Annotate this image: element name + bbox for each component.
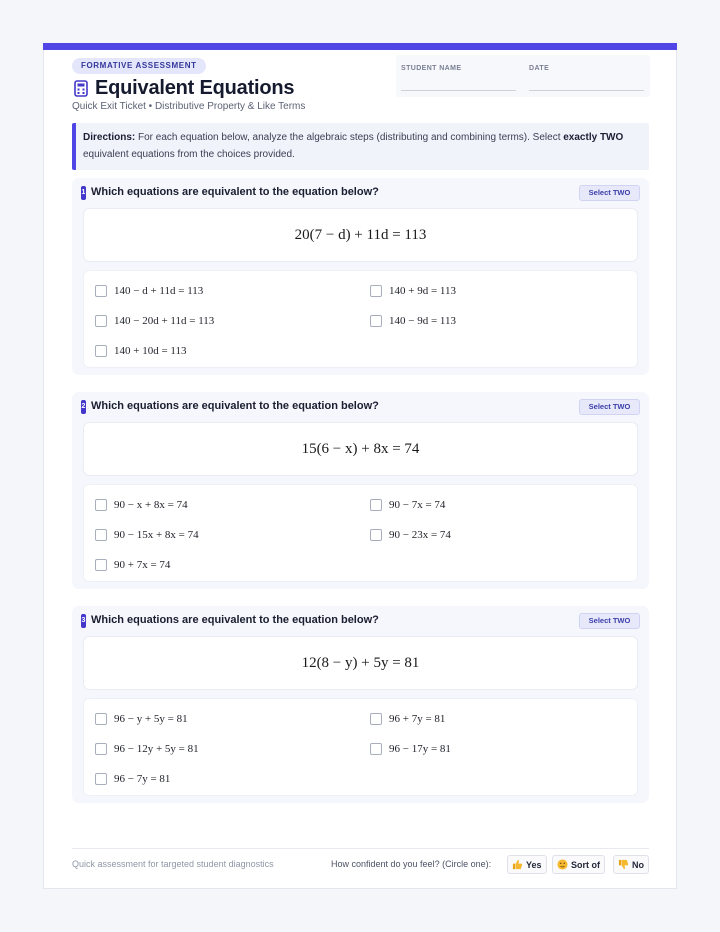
- directions-text: For each equation below, analyze the algebraic steps (distributing and combining terms). Select: [135, 132, 564, 143]
- question-number: 1: [81, 186, 86, 200]
- checkbox[interactable]: [95, 773, 107, 785]
- checkbox[interactable]: [95, 315, 107, 327]
- choices-list: [83, 270, 638, 368]
- checkbox[interactable]: [370, 713, 382, 725]
- calculator-icon: [74, 80, 88, 97]
- thumbs-up-icon: [512, 859, 523, 870]
- question-card-3: [72, 606, 649, 803]
- choice-option[interactable]: 140 + 10d = 113: [95, 341, 187, 361]
- checkbox[interactable]: [95, 559, 107, 571]
- student-info-box: [396, 55, 650, 97]
- checkbox[interactable]: [95, 345, 107, 357]
- confidence-sort-of-button[interactable]: [552, 855, 605, 874]
- thumbs-down-icon: [618, 859, 629, 870]
- checkbox[interactable]: [95, 499, 107, 511]
- directions-box: [72, 123, 649, 170]
- confidence-sort-of-label: Sort of: [571, 859, 600, 870]
- target-equation: 12(8 − y) + 5y = 81: [83, 636, 638, 690]
- worksheet: [43, 43, 677, 889]
- select-two-badge: Select TWO: [579, 399, 640, 415]
- choice-option[interactable]: 140 − d + 11d = 113: [95, 281, 203, 301]
- checkbox[interactable]: [95, 529, 107, 541]
- target-equation: 20(7 − d) + 11d = 113: [83, 208, 638, 262]
- choices-list: [83, 698, 638, 796]
- question-number: 3: [81, 614, 86, 628]
- page-title: Equivalent Equations: [95, 76, 295, 99]
- directions-lead: Directions:: [83, 132, 136, 143]
- directions-emphasis: exactly TWO: [563, 132, 624, 143]
- choice-option[interactable]: 140 − 9d = 113: [370, 311, 456, 331]
- checkbox[interactable]: [95, 743, 107, 755]
- choice-option[interactable]: 90 − 7x = 74: [370, 495, 445, 515]
- checkbox[interactable]: [370, 285, 382, 297]
- title-row: [74, 76, 294, 100]
- target-equation: 15(6 − x) + 8x = 74: [83, 422, 638, 476]
- choices-list: [83, 484, 638, 582]
- checkbox[interactable]: [95, 713, 107, 725]
- footer-note: Quick assessment for targeted student diagnostics: [72, 859, 274, 869]
- question-number: 2: [81, 400, 86, 414]
- checkbox[interactable]: [370, 529, 382, 541]
- confidence-prompt: How confident do you feel? (Circle one):: [331, 859, 492, 869]
- date-label: DATE: [529, 65, 550, 72]
- confidence-yes-label: Yes: [526, 859, 542, 870]
- student-name-label: STUDENT NAME: [401, 65, 462, 72]
- date-line: [529, 90, 644, 91]
- question-prompt: Which equations are equivalent to the equation below?: [91, 400, 379, 412]
- confidence-yes-button[interactable]: [507, 855, 547, 874]
- date-field[interactable]: [529, 65, 549, 72]
- choice-option[interactable]: 96 − y + 5y = 81: [95, 709, 188, 729]
- question-card-2: [72, 392, 649, 589]
- checkbox[interactable]: [370, 315, 382, 327]
- choice-option[interactable]: 96 − 7y = 81: [95, 769, 170, 789]
- student-name-field[interactable]: [401, 65, 461, 72]
- confidence-no-label: No: [632, 859, 644, 870]
- choice-option[interactable]: 90 − 23x = 74: [370, 525, 451, 545]
- choice-option[interactable]: 140 + 9d = 113: [370, 281, 456, 301]
- page-subtitle: Quick Exit Ticket • Distributive Property & Like Terms: [72, 101, 306, 112]
- student-name-line: [401, 90, 516, 91]
- choice-option[interactable]: 90 − x + 8x = 74: [95, 495, 188, 515]
- checkbox[interactable]: [95, 285, 107, 297]
- question-card-1: [72, 178, 649, 375]
- choice-option[interactable]: 90 − 15x + 8x = 74: [95, 525, 199, 545]
- footer-divider: [72, 848, 649, 849]
- neutral-face-icon: [557, 859, 568, 870]
- choice-option[interactable]: 96 − 17y = 81: [370, 739, 451, 759]
- directions-text-end: equivalent equations from the choices provided.: [83, 148, 295, 160]
- choice-option[interactable]: 140 − 20d + 11d = 113: [95, 311, 214, 331]
- checkbox[interactable]: [370, 499, 382, 511]
- question-prompt: Which equations are equivalent to the equation below?: [91, 614, 379, 626]
- select-two-badge: Select TWO: [579, 613, 640, 629]
- choice-option[interactable]: 96 − 12y + 5y = 81: [95, 739, 199, 759]
- choice-option[interactable]: 96 + 7y = 81: [370, 709, 445, 729]
- accent-bar: [43, 43, 677, 50]
- choice-option[interactable]: 90 + 7x = 74: [95, 555, 170, 575]
- select-two-badge: Select TWO: [579, 185, 640, 201]
- assessment-badge: FORMATIVE ASSESSMENT: [72, 58, 206, 74]
- confidence-no-button[interactable]: [613, 855, 649, 874]
- checkbox[interactable]: [370, 743, 382, 755]
- question-prompt: Which equations are equivalent to the equation below?: [91, 186, 379, 198]
